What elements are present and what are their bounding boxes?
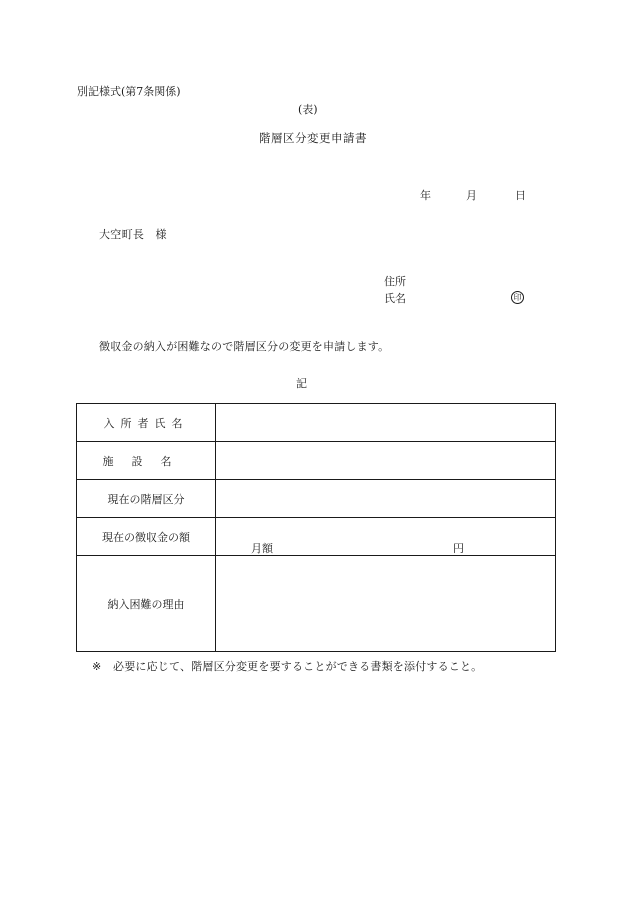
current-fee-field [216,518,556,556]
seal-icon: 印 [511,291,524,304]
addressee: 大空町長 様 [99,228,167,241]
applicant-name-label: 氏名 [384,292,406,305]
date-day-label: 日 [515,189,526,202]
current-class-label: 現在の階層区分 [77,480,216,518]
payment-difficulty-reason-field [216,556,556,652]
resident-name-field [216,404,556,442]
table-row [77,480,556,518]
date-month-label: 月 [466,189,477,202]
current-class-field [216,480,556,518]
document-title: 階層区分変更申請書 [259,131,367,145]
payment-difficulty-reason-label: 納入困難の理由 [77,556,216,652]
side-label: (表) [298,103,318,116]
table-row [77,518,556,556]
facility-name-label: 施設名 [77,442,216,480]
yen-label: 円 [453,542,464,555]
note-text: 必要に応じて、階層区分変更を要することができる書類を添付すること。 [113,660,483,673]
note-mark: ※ [92,660,102,673]
request-statement: 徴収金の納入が困難なので階層区分の変更を申請します。 [99,340,390,353]
form-number-label: 別記様式(第7条関係) [77,85,181,98]
resident-name-label: 入所者氏名 [77,404,216,442]
ki-heading: 記 [296,377,307,390]
monthly-amount-label: 月額 [251,542,273,555]
date-year-label: 年 [420,189,431,202]
facility-name-field [216,442,556,480]
current-fee-label: 現在の徴収金の額 [77,518,216,556]
table-row [77,404,556,442]
detail-table [76,403,556,652]
table-row [77,442,556,480]
applicant-address-label: 住所 [384,275,406,288]
table-row [77,556,556,652]
